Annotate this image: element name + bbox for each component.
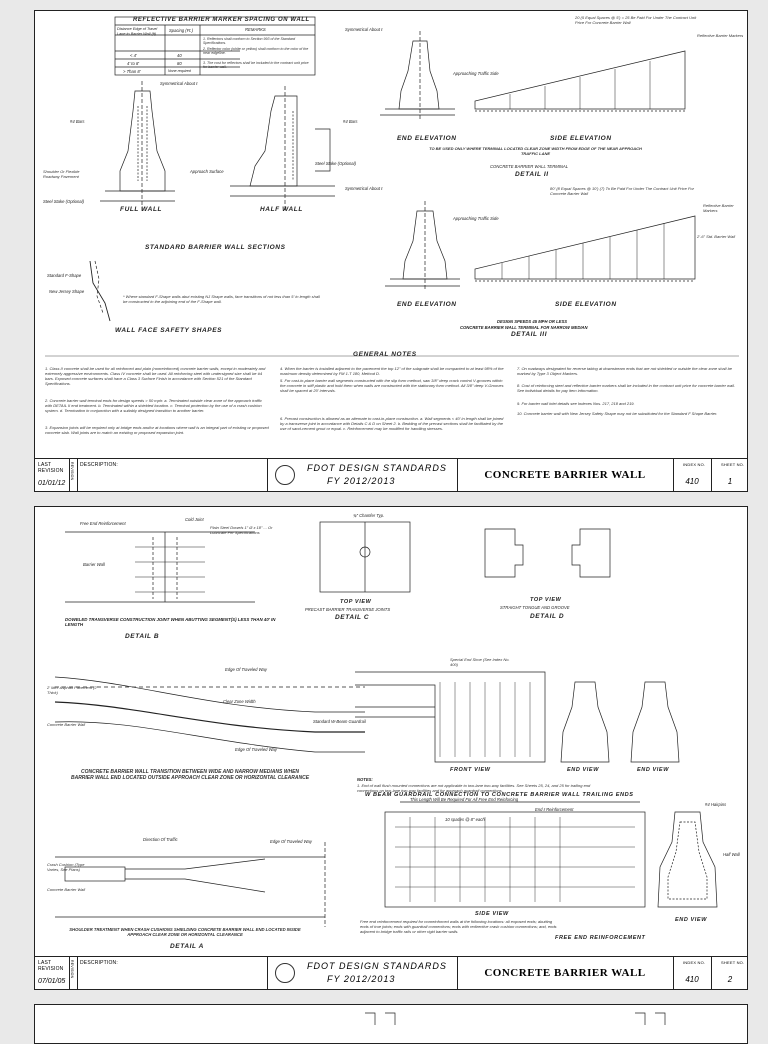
detail-2-subtitle: CONCRETE BARRIER WALL TERMINAL xyxy=(490,164,569,169)
table-row-3-spacing: None required xyxy=(168,69,191,73)
sheet-title-2: CONCRETE BARRIER WALL xyxy=(484,967,646,979)
detail-2-spaces-note: 20 (5 Equal Spaces @ 5') = 25 Be Paid For Under The Contract Unit Price For Concrete Barrier Wall xyxy=(575,15,697,25)
steel-stake-label: Steel Stake (Optional) xyxy=(43,199,84,204)
general-note-7: 7. On roadways designated for reverse taking at downstream ends that are not shielded or outside the clear zone shall be marked by Type 3 Object Markers. xyxy=(517,366,733,376)
marker-table-title: REFLECTIVE BARRIER MARKER SPACING ON WALL xyxy=(133,17,310,23)
end-view-2: END VIEW xyxy=(637,767,669,773)
concrete-barrier-a: Concrete Barrier Wall xyxy=(47,887,86,892)
detail-c-caption: DETAIL C xyxy=(335,614,370,621)
general-note-3: 3. Expansion joints will be required only at bridge ends and/or at locations where wall is an integral part of existing or proposed concrete slab. Wall joints are to match an existing or proposed expansion joint. xyxy=(45,425,269,435)
general-note-8: 8. Cost of reinforcing steel and reflective barrier markers shall be included in the contract unit price for concrete barrier wall. See individual details for pay item information. xyxy=(517,383,736,393)
approach-traffic-label: Approaching Traffic Side xyxy=(453,71,499,76)
drawing-sheet-3-partial xyxy=(34,1004,748,1044)
design-standards-header-2: FDOT DESIGN STANDARDS xyxy=(307,961,447,971)
approach-surface-label: Approach Surface xyxy=(190,169,224,174)
free-end-reinf-label: Free End Reinforcement xyxy=(80,521,126,526)
steel-stake-label-half: Steel Stake (Optional) xyxy=(315,161,356,166)
sheet-title: CONCRETE BARRIER WALL xyxy=(484,469,646,481)
half-wall-label: Half Wall xyxy=(723,852,740,857)
table-row-1-distance: < 4' xyxy=(130,53,137,58)
fiscal-year: FY 2012/2013 xyxy=(327,476,396,486)
free-end-caption: FREE END REINFORCEMENT xyxy=(555,935,646,941)
description-label-2: DESCRIPTION: xyxy=(80,960,118,966)
spaces-label: 10 spaces @ 8" each xyxy=(445,817,485,822)
sheet-1-linework xyxy=(35,11,748,461)
index-label-2: INDEX NO. xyxy=(683,960,706,965)
sheet-3-linework xyxy=(35,1005,748,1025)
top-view-d: TOP VIEW xyxy=(530,597,562,603)
marker-table-remark-1: 1. Reflectors shall conform to Section 993 of the Standard Specifications. xyxy=(203,37,296,46)
general-note-1: 1. Class II concrete shall be used for all reinforced and plain (nonreinforced) concrete barrier walls, except in moderately and extremely aggressive environments. Class IV concrete shall be used. All reinforcing steel with undersigned size shall be #4 bars. Exposed concrete surfaces shall have a Class 3 Surface Finish in accordance with Section 521 of the Standard Specifications. xyxy=(45,366,266,386)
detail-2-end-elevation: END ELEVATION xyxy=(397,135,457,142)
revision-label-2: REVISION xyxy=(70,960,74,979)
detail-3-caption: DETAIL III xyxy=(511,331,548,338)
last-revision-date: 01/01/12 xyxy=(38,480,66,487)
shoulder-treatment-caption: SHOULDER TREATMENT WHEN CRASH CUSHIONS SHIELDING CONCRETE BARRIER WALL END LOCATED INSIDE APPROACH CLEAR ZONE OR HORIZONTAL CLEARANCE xyxy=(69,927,301,937)
sheet-number: 1 xyxy=(727,477,733,486)
general-note-2: 2. Concrete barrier wall terminal ends for design speeds > 50 mph: a. Terminated outside clear zone of the approach traffic with DETAIL II end treatment. b. Terminated within a shielded location. c. Terminal protection by the use of a crash cushion system. d. Termination in conjunction with a suitably designed transition to another barrier. xyxy=(45,398,262,413)
detail-3-speed-note: DESIGN SPEEDS 45 MPH OR LESS xyxy=(497,319,568,324)
fdot-logo-icon-2 xyxy=(275,963,295,983)
marker-table-col1: Distance Edge of Travel Lane to Barrier Wall (ft) xyxy=(117,27,158,36)
fdot-logo-icon xyxy=(275,465,295,485)
full-wall-caption: FULL WALL xyxy=(120,206,163,213)
f-shape-note: * Where standard F-Shape walls abut existing NJ Shape walls, face transitions of not less than 5' in length shall be constructed in the adjoining end of the F-Shape wall. xyxy=(123,294,320,304)
detail-2-note: TO BE USED ONLY WHERE TERMINAL LOCATED CLEAR ZONE WIDTH FROM EDGE OF THE NEAR APPROACH TRAFFIC LANE xyxy=(429,146,642,156)
side-view-caption: SIDE VIEW xyxy=(475,911,509,917)
reflective-markers-label-3: Reflective Barrier Markers xyxy=(703,203,734,213)
bars-label-right: #4 Bars xyxy=(343,119,358,124)
description-label: DESCRIPTION: xyxy=(80,462,118,468)
title-block-sheet-2 xyxy=(35,956,747,989)
crash-cushion-label: Crash Cushion (Type Varies, See Plans) xyxy=(47,862,85,872)
detail-3-spaces-note: 80' (8 Equal Spaces @ 10') (7) To Be Paid For Under The Contract Unit Price For Concrete Barrier Wall xyxy=(550,186,694,196)
cold-joint-label: Cold Joint xyxy=(185,517,204,522)
transition-caption: CONCRETE BARRIER WALL TRANSITION BETWEEN WIDE AND NARROW MEDIANS WHEN BARRIER WALL END LOCATED OUTSIDE APPROACH CLEAR ZONE OR HORIZONTAL CLEARANCE xyxy=(70,769,310,781)
half-wall-caption: HALF WALL xyxy=(260,206,303,213)
this-length-label: This Length Will Be Required For All Free End Reinforcing xyxy=(410,797,519,802)
star-note: Free end reinforcement required for nonreinforced walls at the following locations: all exposed ends; abutting ends of true joints; ends with guardrail connections; ends with redirective crash cushion connections; and, ends adjacent to bridge traffic rails or other rigid barrier walls. xyxy=(360,919,557,934)
general-note-5: 5. For cast-in-place barrier wall segments constructed with the slip form method, saw 3/8" deep crack control V-grooves within the concrete in stiff plastic and hold them when walls are constructed with the stationary form method. All 3/8" deep V-Grooves shall be spaced at 20' intervals. xyxy=(280,378,504,393)
drawing-sheet-1 xyxy=(34,10,748,492)
note-1: 1. End of wall flush mounted connections are not applicable to two-lane two-way facilities. See Sheets 25, 24, and 25 for trailing end connections on two-lane two-way facilities and for approach guardrail connections. xyxy=(357,783,591,793)
standard-sections-caption: STANDARD BARRIER WALL SECTIONS xyxy=(145,244,286,251)
detail-2-caption: DETAIL II xyxy=(515,171,549,178)
index-label: INDEX NO. xyxy=(683,462,706,467)
asphalt-label: 2' Min. Asphalt Pavement (2" Thick) xyxy=(47,685,99,695)
marker-table-col2: Spacing (Ft.) xyxy=(169,28,193,33)
f-shape-label: Standard F-Shape xyxy=(47,273,82,278)
detail-3-end-elevation: END ELEVATION xyxy=(397,301,457,308)
tongue-groove-label: STRAIGHT TONGUE AND GROOVE xyxy=(500,605,570,610)
table-row-2-spacing: 80 xyxy=(177,61,182,66)
marker-table-col3: REMARKS xyxy=(245,27,266,32)
wbeam-caption: W BEAM GUARDRAIL CONNECTION TO CONCRETE BARRIER WALL TRAILING ENDS xyxy=(365,792,634,798)
title-block-sheet-1 xyxy=(35,458,747,491)
edge-traveled-a: Edge Of Traveled Way xyxy=(270,839,312,844)
edge-traveled-top: Edge Of Traveled Way xyxy=(225,667,267,672)
wall-face-caption: WALL FACE SAFETY SHAPES xyxy=(115,327,223,334)
sheet-number-2: 2 xyxy=(727,975,733,984)
approach-traffic-label-3: Approaching Traffic Side xyxy=(453,216,499,221)
marker-table-remark-2: 2. Reflector color (white or yellow) shall conform to the color of the near edgeline. xyxy=(203,47,309,56)
detail-b-caption: DETAIL B xyxy=(125,633,160,640)
detail-b-note: DOWELED TRANSVERSE CONSTRUCTION JOINT WHEN ABUTTING SEGMENT(S) LESS THAN 40' IN LENGTH xyxy=(65,617,276,627)
detail-2-side-elevation: SIDE ELEVATION xyxy=(550,135,612,142)
barrier-wall-label: Barrier Wall xyxy=(83,562,105,567)
concrete-barrier-label: Concrete Barrier Wall xyxy=(47,722,86,727)
sym-about-label: Symmetrical About ℓ xyxy=(160,81,198,86)
general-note-6: 6. Precast construction is allowed as an alternate to cast-in-place construction. a. Wall segments < 40' in length shall be joined by a transverse joint in accordance with Details C & D on Sheet 2. b. Bedding of the precast sections shall be facilitated by the use of sand-cement grout or equal. c. Reinforcement may be modified for handling stresses. xyxy=(280,416,504,431)
std-barrier-wall-label: 2'-6" Std. Barrier Wall xyxy=(697,234,736,239)
end-view-3: END VIEW xyxy=(675,917,707,923)
plain-steel-label: Plain Steel Dowels 1" Ø x 18" ... Or Lubricate Per Specifications xyxy=(210,525,273,535)
general-note-10: 10. Concrete barrier wall with New Jersey Safety Shape may not be substituted for the Standard F Shape Barrier. xyxy=(517,411,718,416)
detail-a-caption: DETAIL A xyxy=(170,943,204,950)
front-view-caption: FRONT VIEW xyxy=(450,767,491,773)
bars-label: #4 Bars xyxy=(70,119,85,124)
general-note-9: 9. For barrier wall inlet details see Indexes Nos. 217, 218 and 219. xyxy=(517,401,635,406)
precast-joints-label: PRECAST BARRIER TRANSVERSE JOINTS xyxy=(305,607,391,612)
marker-table-remark-3: 3. The cost for reflectors shall be included in the contract unit price for barrier wall. xyxy=(203,61,309,70)
general-note-4: 4. When the barrier is installed adjacent to the pavement the top 12" of the subgrade shall be compacted to at least 98% of the maximum density determined by FM 1-T 180, Method D. xyxy=(280,366,504,376)
top-view-c: TOP VIEW xyxy=(340,599,372,605)
index-number-2: 410 xyxy=(685,975,699,984)
hairpins-label: #4 Hairpins xyxy=(705,802,727,807)
design-standards-header: FDOT DESIGN STANDARDS xyxy=(307,463,447,473)
detail-3-sym-label: Symmetrical About ℓ xyxy=(345,186,383,191)
detail-2-sym-label: Symmetrical About ℓ xyxy=(345,27,383,32)
sheet-label-2: SHEET NO. xyxy=(721,960,745,965)
end-reinf-label: End ℓ Reinforcement xyxy=(535,807,574,812)
table-row-1-spacing: 40 xyxy=(177,53,182,58)
sheet-2-linework xyxy=(35,507,748,959)
general-notes-heading: GENERAL NOTES xyxy=(353,351,417,358)
shoulder-label: Shoulder Or Flexible Roadway Pavement xyxy=(43,169,80,179)
index-number: 410 xyxy=(685,477,699,486)
direction-label: Direction Of Traffic xyxy=(143,837,178,842)
revision-label: REVISION xyxy=(70,462,74,481)
last-revision-label: LAST REVISION xyxy=(38,462,64,474)
end-view-1: END VIEW xyxy=(567,767,599,773)
std-wbeam-label: Standard W-Beam Guardrail xyxy=(313,719,366,724)
sheet-label: SHEET NO. xyxy=(721,462,745,467)
last-revision-label-2: LAST REVISION xyxy=(38,960,64,972)
new-jersey-label: New Jersey Shape xyxy=(49,289,85,294)
table-row-3-distance: > Than 8' xyxy=(123,69,141,74)
chamfer-label: ¾" Chamfer Typ. xyxy=(353,513,385,518)
table-row-2-distance: 4' to 8' xyxy=(127,61,140,66)
edge-traveled-bottom: Edge Of Traveled Way xyxy=(235,747,277,752)
clear-zone-label: Clear Zone Width xyxy=(223,699,256,704)
drawing-sheet-2 xyxy=(34,506,748,990)
detail-3-subtitle: CONCRETE BARRIER WALL TERMINAL FOR NARROW MEDIAN xyxy=(460,325,588,330)
detail-d-caption: DETAIL D xyxy=(530,613,565,620)
notes-heading: NOTES: xyxy=(357,777,373,782)
fiscal-year-2: FY 2012/2013 xyxy=(327,974,396,984)
reflective-markers-label: Reflective Barrier Markers xyxy=(697,33,744,38)
last-revision-date-2: 07/01/05 xyxy=(38,978,66,985)
detail-3-side-elevation: SIDE ELEVATION xyxy=(555,301,617,308)
special-end-label: Special End Shoe (See Index No. 400) xyxy=(450,657,510,667)
